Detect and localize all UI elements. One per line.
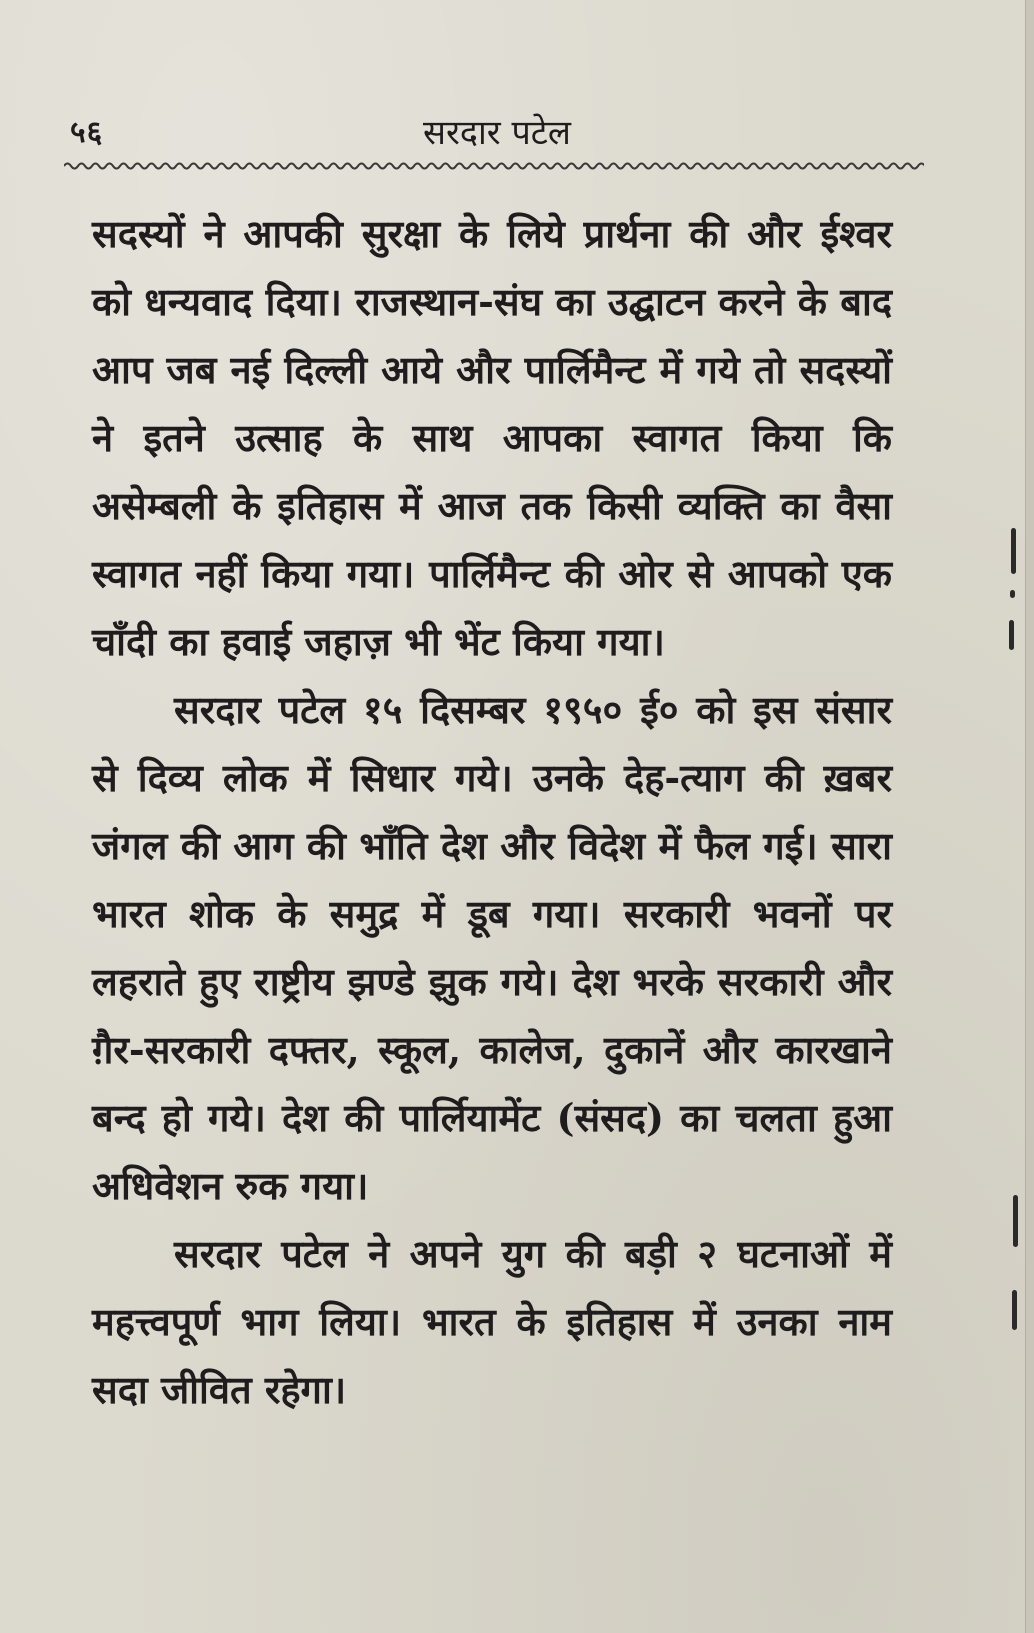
bleed-through-mark	[1010, 590, 1015, 598]
paragraph-3: सरदार पटेल ने अपने युग की बड़ी २ घटनाओं में महत्त्वपूर्ण भाग लिया। भारत के इतिहास में उनका नाम सदा जीवित रहेगा।	[92, 1231, 892, 1412]
bleed-through-mark	[1012, 1290, 1017, 1330]
paragraph-1: सदस्यों ने आपकी सुरक्षा के लिये प्रार्थना की और ईश्वर को धन्यवाद दिया। राजस्थान-संघ का उद्घाटन करने के बाद आप जब नई दिल्ली आये और पार्लिमैन्ट में गये तो सदस्यों ने इतने उत्साह के साथ आपका स्वागत किया कि असेम्बली के इतिहास में आज तक किसी व्यक्ति का वैसा स्वागत नहीं किया गया। पार्लिमैन्ट की ओर से आपको एक चाँदी का हवाई जहाज़ भी भेंट किया गया।	[92, 211, 892, 664]
page-edge	[1025, 0, 1034, 1633]
running-title: सरदार पटेल	[423, 113, 571, 153]
bleed-through-mark	[1011, 528, 1016, 574]
page-number: ५६	[70, 115, 104, 150]
bleed-through-mark	[1013, 1195, 1018, 1247]
running-head	[70, 108, 924, 158]
wavy-rule	[64, 160, 924, 172]
paragraph-2: सरदार पटेल १५ दिसम्बर १९५० ई० को इस संसार से दिव्य लोक में सिधार गये। उनके देह-त्याग की ख़बर जंगल की आग की भाँति देश और विदेश में फैल गई। सारा भारत शोक के समुद्र में डूब गया। सरकारी भवनों पर लहराते हुए राष्ट्रीय झण्डे झुक गये। देश भरके सरकारी और ग़ैर-सरकारी दफ्तर, स्कूल, कालेज, दुकानें और कारखाने बन्द हो गये। देश की पार्लियामेंट (संसद) का चलता हुआ अधिवेशन रुक गया।	[92, 687, 892, 1208]
bleed-through-mark	[1009, 620, 1014, 650]
body-text	[92, 200, 892, 1424]
